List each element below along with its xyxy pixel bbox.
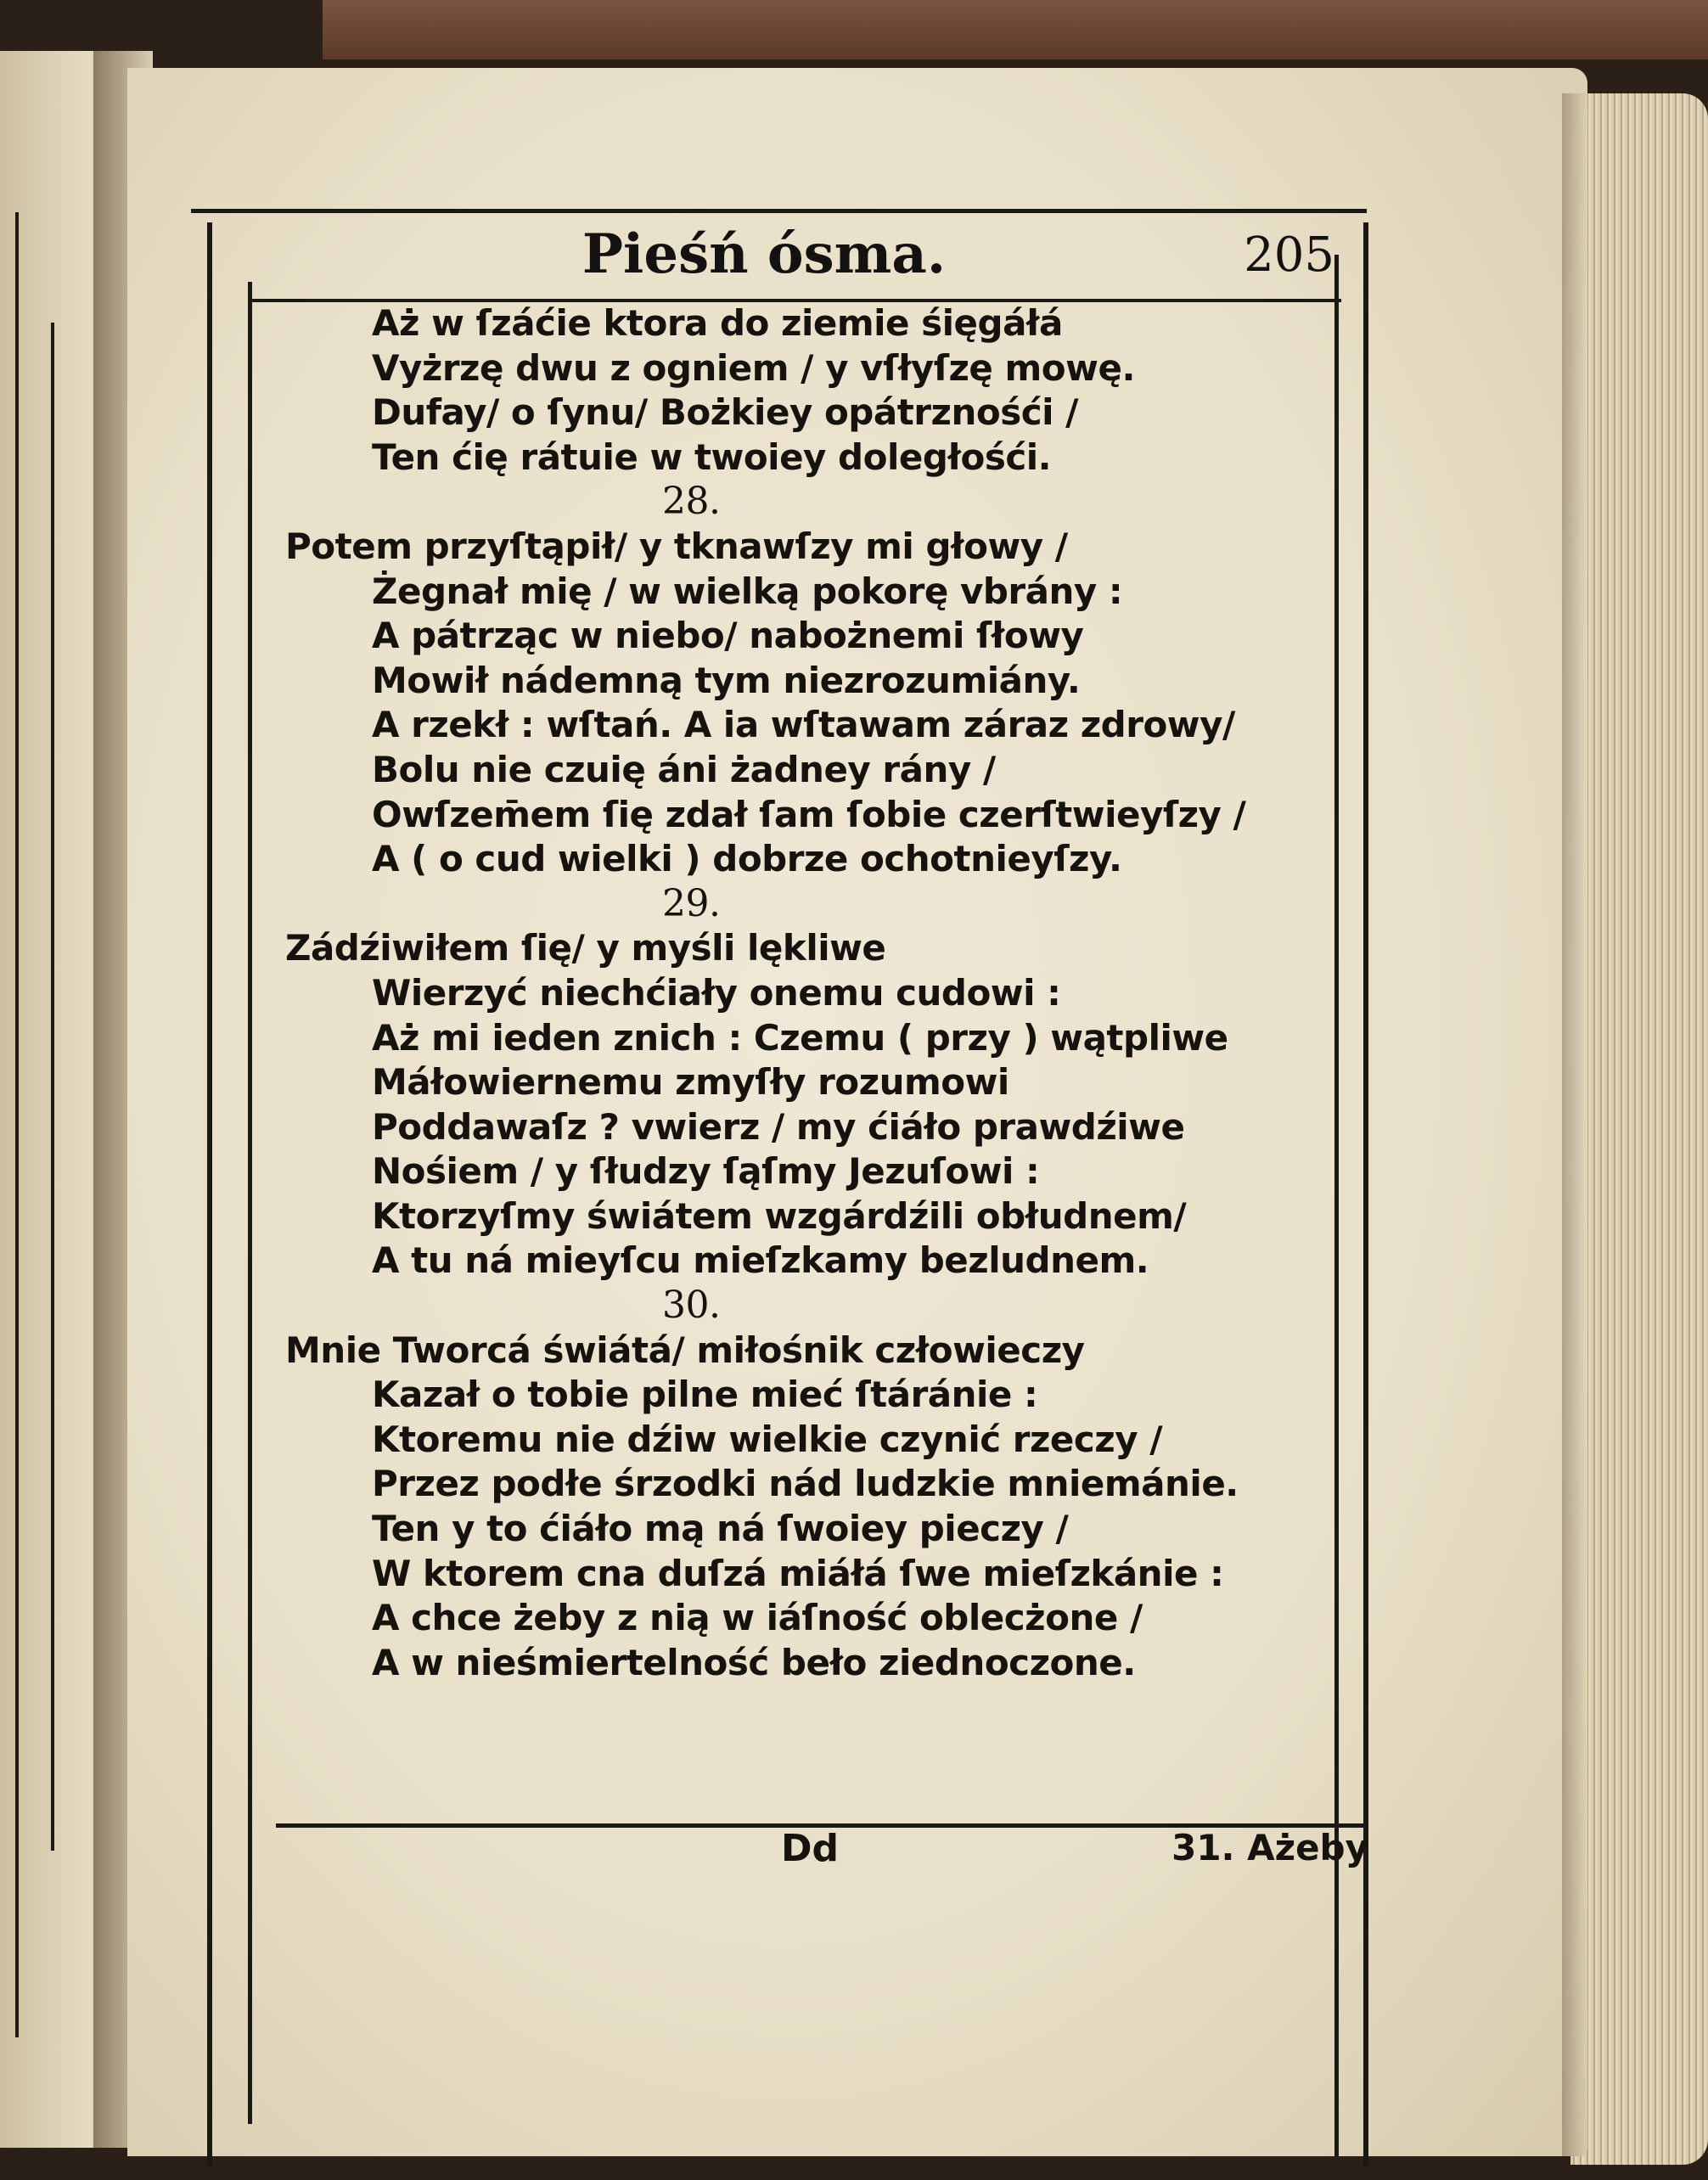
verse-line: A w nieśmiertelność beło ziednoczone. (372, 1641, 1136, 1683)
running-title: Pieśń ósma. (582, 222, 947, 286)
verse-line: Żegnał mię / w wielką pokorę vbrány : (372, 570, 1123, 612)
verse-line: Máłowiernemu zmyſły rozumowi (372, 1061, 1009, 1104)
verse-line: Owſzem̄em ſię zdał ſam ſobie czerſtwieyſzy / (372, 793, 1246, 835)
stanza-number: 28. (662, 480, 721, 524)
stanza-number: 29. (662, 881, 721, 925)
verse-line: W ktorem cna duſzá miáłá ſwe mieſzkánie : (372, 1552, 1224, 1594)
verse-line: Kazał o tobie pilne mieć ſtáránie : (372, 1374, 1038, 1416)
verse-line: Aż w ſzáćie ktora do ziemie śięgáłá (372, 302, 1063, 344)
verse-line: Ktoremu nie dźiw wielkie czynić rzeczy / (372, 1418, 1163, 1460)
verse-line: Ktorzyſmy świátem wzgárdźili obłudnem/ (372, 1194, 1187, 1237)
frame-rule-left-inner (248, 282, 252, 2124)
verse-line: Bolu nie czuię áni żadney rány / (372, 748, 996, 790)
verse-line: Mowił nádemną tym niezrozumiány. (372, 659, 1081, 701)
facing-page-frame-rule (15, 212, 19, 2037)
catchword: 31. Ażeby (1171, 1827, 1368, 1868)
poem-text (285, 301, 1341, 1685)
frame-rule-top (191, 209, 1367, 213)
verse-line: Potem przyſtąpił/ y tknawſzy mi głowy / (285, 525, 1068, 567)
verse-line: Dufay/ o ſynu/ Bożkiey opátrznośći / (372, 391, 1078, 434)
page-number: 205 (1244, 228, 1334, 283)
verse-line: A rzekł : wſtań. A ia wſtawam záraz zdrowy/ (372, 704, 1235, 746)
stanza-28 (285, 480, 1341, 881)
verse-line: A chce żeby z nią w iáſność oblecżone / (372, 1597, 1143, 1639)
verse-line: Poddawaſz ? vwierz / my ćiáło prawdźiwe (372, 1105, 1185, 1148)
verse-line: Vyżrzę dwu z ogniem / y vſłyſzę mowę. (372, 346, 1135, 389)
stanza-number: 30. (662, 1284, 721, 1328)
verse-line: A tu ná mieyſcu mieſzkamy bezludnem. (372, 1239, 1149, 1282)
verse-line: Przez podłe śrzodki nád ludzkie mniemánie. (372, 1463, 1239, 1505)
page-stack-edge (1570, 93, 1708, 2165)
verse-line: A pátrząc w niebo/ nabożnemi ſłowy (372, 615, 1084, 657)
book-cover-edge (323, 0, 1708, 59)
verse-line: Aż mi ieden znich : Czemu ( przy ) wątpliwe (372, 1016, 1228, 1059)
verse-line: Nośiem / y ſłudzy ſąſmy Jezuſowi : (372, 1150, 1040, 1193)
page-edge-shadow (1562, 93, 1587, 2156)
stanza-30 (285, 1284, 1341, 1685)
stanza-27 (323, 301, 1341, 480)
verse-line: A ( o cud wielki ) dobrze ochotnieyſzy. (372, 838, 1122, 880)
verse-line: Zádźiwiłem ſię/ y myśli lękliwe (285, 927, 886, 969)
frame-rule-right-outer (1363, 222, 1368, 2166)
signature-mark: Dd (781, 1827, 840, 1870)
verse-line: Mnie Tworcá świátá/ miłośnik człowieczy (285, 1329, 1085, 1371)
verse-line: Ten y to ćiáło mą ná ſwoiey pieczy / (372, 1508, 1069, 1550)
stanza-29 (285, 881, 1341, 1284)
facing-page-frame-rule (51, 323, 54, 1851)
verse-line: Ten ćię rátuie w twoiey doległośći. (372, 435, 1052, 478)
frame-rule-left-outer (207, 222, 212, 2166)
verse-line: Wierzyć niechćiały onemu cudowi : (372, 971, 1061, 1014)
